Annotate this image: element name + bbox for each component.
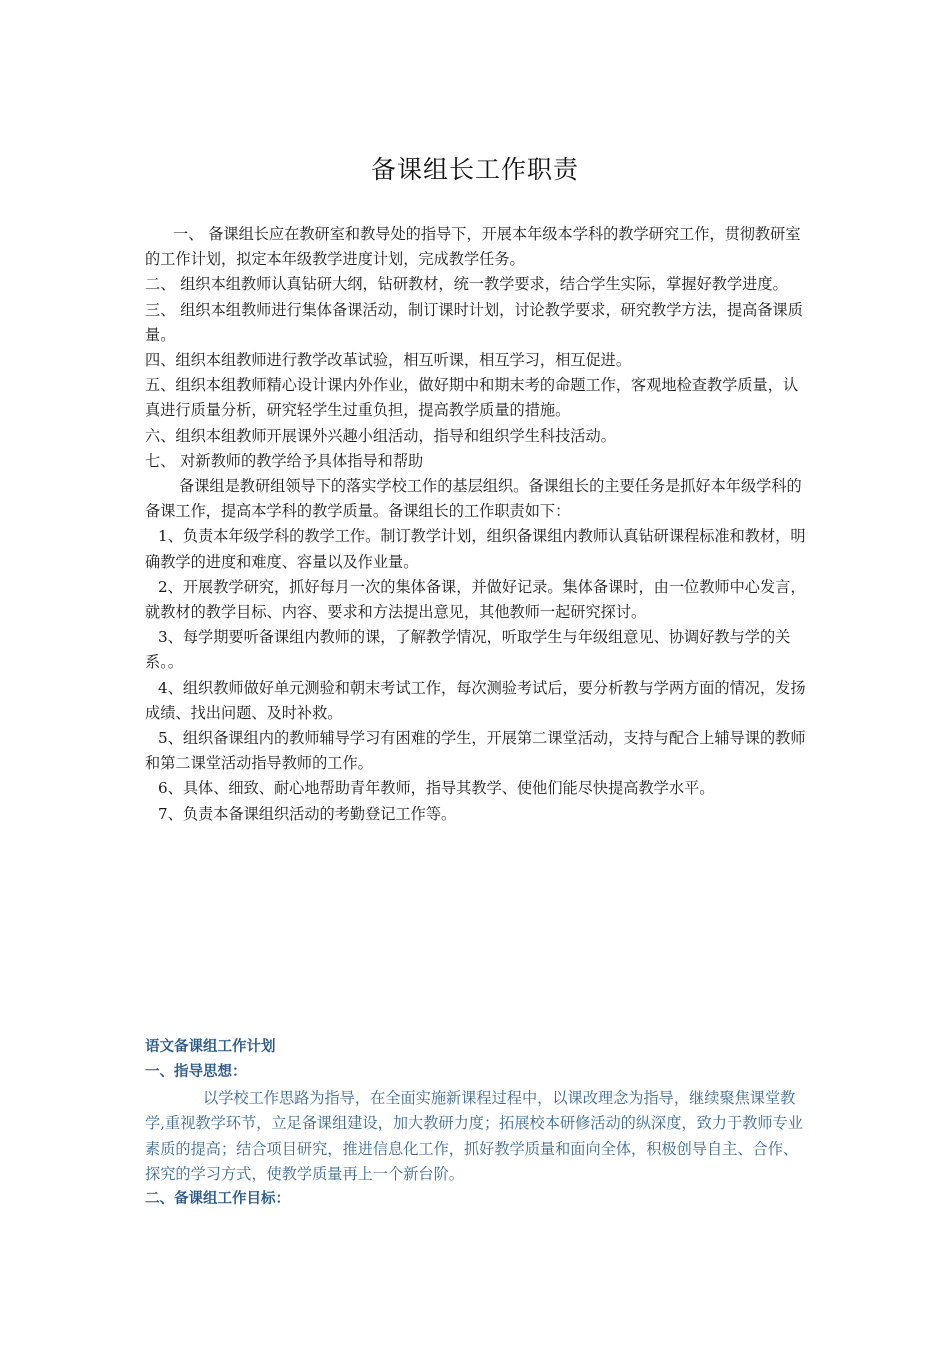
plan-section (145, 1035, 813, 1213)
item-paragraph: 4、组织教师做好单元测验和朝末考试工作，每次测验考试后，要分析教与学两方面的情况，发扬成绩、找出问题、及时补救。 (145, 678, 806, 722)
duty-paragraph: 五、组织本组教师精心设计课内外作业，做好期中和期末考的命题工作，客观地检查教学质量，认真进行质量分析，研究轻学生过重负担，提高教学质量的措施。 (145, 376, 799, 420)
plan-title: 语文备课组工作计划 (145, 1039, 276, 1055)
item-paragraph: 5、组织备课组内的教师辅导学习有困难的学生，开展第二课堂活动，支持与配合上辅导课的教师和第二课堂活动指导教师的工作。 (145, 729, 806, 773)
intro-paragraph: 备课组是教研组领导下的落实学校工作的基层组织。备课组长的主要任务是抓好本年级学科的备课工作，提高本学科的教学质量。备课组长的工作职责如下： (145, 477, 802, 521)
plan-body: 以学校工作思路为指导，在全面实施新课程过程中，以课改理念为指导，继续聚焦课堂教学,重视教学环节，立足备课组建设，加大教研力度；拓展校本研修活动的纵深度，致力于教师专业素质的提高；结合项目研究，推进信息化工作，抓好教学质量和面向全体，积极创导自主、合作、探究的学习方式，使教学质量再上一个新台阶。 (145, 1088, 803, 1184)
duty-paragraph: 四、组织本组教师进行教学改革试验，相互听课，相互学习，相互促进。 (145, 351, 631, 370)
item-paragraph: 6、具体、细致、耐心地帮助青年教师，指导其教学、使他们能尽快提高教学水平。 (158, 779, 715, 798)
duty-paragraph: 七、 对新教师的教学给予具体指导和帮助 (145, 451, 424, 470)
item-paragraph: 3、每学期要听备课组内教师的课，了解教学情况，听取学生与年级组意见、协调好教与学的关系。。 (145, 628, 791, 672)
duty-paragraph: 三、 组织本组教师进行集体备课活动，制订课时计划，讨论教学要求，研究教学方法，提高备课质量。 (145, 300, 803, 344)
item-paragraph: 1、负责本年级学科的教学工作。制订教学计划，组织备课组内教师认真钻研课程标准和教材，明确教学的进度和难度、容量以及作业量。 (145, 527, 806, 571)
plan-heading: 二、备课组工作目标： (145, 1191, 290, 1208)
item-paragraph: 7、负责本备课组织活动的考勤登记工作等。 (158, 804, 457, 823)
duty-paragraph: 二、 组织本组教师认真钻研大纲，钻研教材，统一教学要求，结合学生实际，掌握好教学进度。 (145, 275, 788, 294)
duty-paragraph: 六、组织本组教师开展课外兴趣小组活动，指导和组织学生科技活动。 (145, 426, 616, 445)
plan-heading: 一、指导思想： (145, 1064, 247, 1081)
duty-paragraph: 一、 备课组长应在教研室和教导处的指导下，开展本年级本学科的教学研究工作，贯彻教研室的工作计划，拟定本年级教学进度计划，完成教学任务。 (145, 225, 801, 269)
document-title: 备课组长工作职责 (370, 155, 579, 184)
item-paragraph: 2、开展教学研究，抓好每月一次的集体备课，并做好记录。集体备课时，由一位教师中心发言，就教材的教学目标、内容、要求和方法提出意见，其他教师一起研究探讨。 (145, 577, 806, 622)
duties-section (145, 222, 813, 827)
